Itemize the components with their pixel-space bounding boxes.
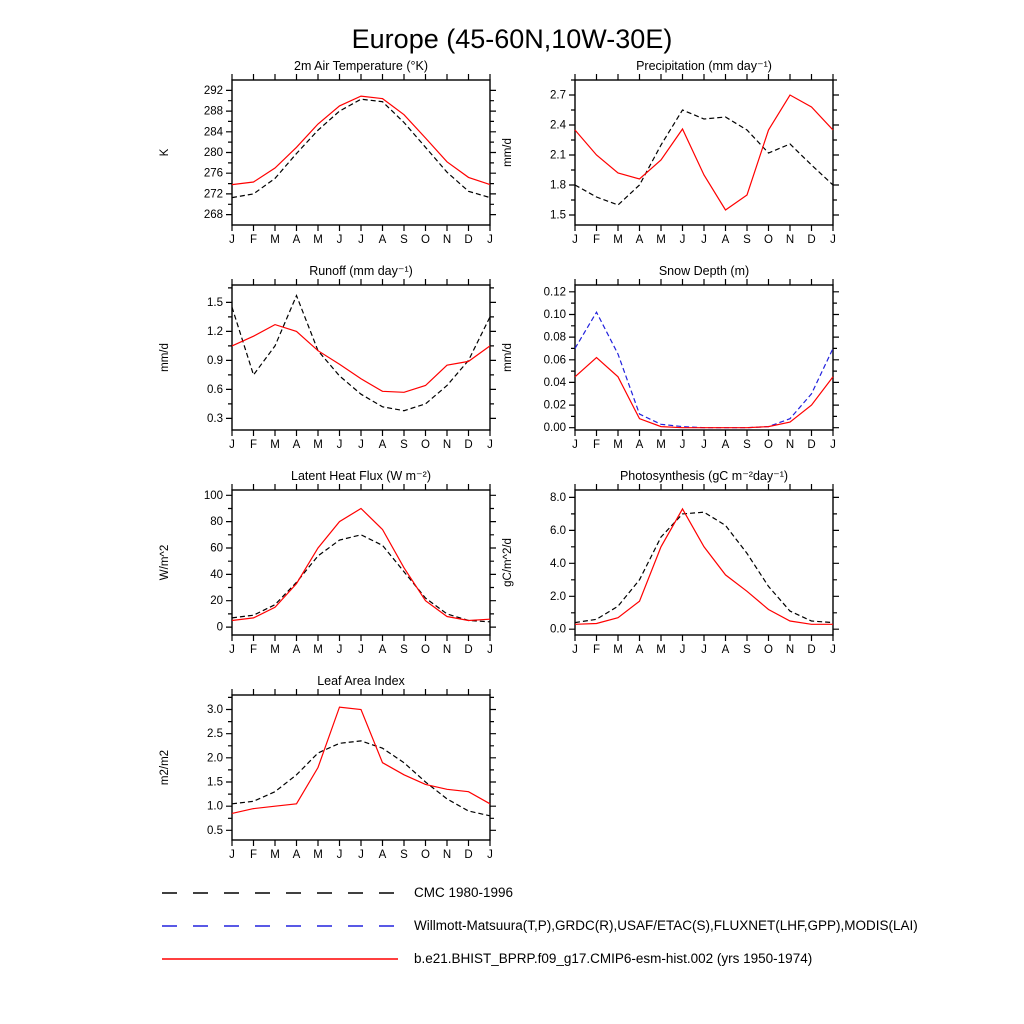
series-model-line — [232, 325, 490, 393]
series-obs-line — [575, 312, 833, 428]
x-tick-label: J — [336, 234, 343, 246]
chart-title: Precipitation (mm day⁻¹) — [636, 59, 772, 73]
x-tick-label: J — [572, 644, 578, 656]
x-tick-label: D — [807, 234, 816, 246]
plot-box — [232, 490, 490, 635]
chart-2m-air-temperature-k — [154, 54, 499, 256]
y-tick-label: 100 — [203, 489, 223, 502]
series-obs-line — [575, 512, 833, 622]
chart-title: Leaf Area Index — [317, 674, 405, 688]
y-tick-label: 2.5 — [207, 728, 223, 741]
y-tick-label: 2.4 — [550, 119, 566, 132]
legend-label: b.e21.BHIST_BPRP.f09_g17.CMIP6-esm-hist.002 (yrs 1950-1974) — [414, 951, 813, 966]
x-tick-label: O — [421, 439, 430, 451]
x-tick-label: D — [464, 849, 473, 861]
x-tick-label: A — [635, 644, 644, 656]
y-tick-label: 2.0 — [207, 752, 223, 765]
legend-label: CMC 1980-1996 — [414, 885, 514, 900]
y-tick-label: 1.8 — [550, 179, 566, 192]
x-tick-label: A — [378, 439, 387, 451]
x-tick-label: O — [764, 644, 773, 656]
x-tick-label: J — [830, 234, 836, 246]
x-tick-label: A — [378, 644, 387, 656]
axis-ticks — [226, 484, 496, 641]
x-tick-label: M — [313, 439, 323, 451]
y-axis-label: m2/m2 — [159, 749, 171, 786]
y-tick-label: 1.5 — [207, 296, 223, 309]
x-tick-label: F — [249, 439, 258, 451]
x-tick-label: D — [464, 234, 473, 246]
x-tick-label: J — [229, 234, 235, 246]
y-tick-label: 6.0 — [550, 524, 566, 537]
x-tick-label: N — [785, 234, 795, 246]
x-tick-label: A — [635, 439, 644, 451]
y-tick-label: 0.10 — [543, 309, 566, 321]
x-tick-label: A — [721, 234, 730, 246]
x-tick-label: F — [249, 849, 258, 861]
series-obs-line — [232, 741, 490, 816]
y-tick-label: 1.5 — [550, 209, 566, 222]
x-tick-label: J — [679, 234, 686, 246]
y-tick-label: 8.0 — [550, 491, 566, 504]
y-tick-label: 0.6 — [207, 383, 223, 396]
x-tick-label: M — [270, 644, 280, 656]
series-model-line — [575, 358, 833, 428]
x-tick-label: J — [229, 849, 235, 861]
x-tick-label: A — [292, 439, 301, 451]
chart-svg — [497, 54, 842, 256]
y-tick-label: 0.08 — [543, 331, 566, 344]
y-tick-label: 1.2 — [207, 325, 223, 338]
x-tick-label: A — [635, 234, 644, 246]
y-tick-label: 0.04 — [543, 376, 566, 389]
x-tick-label: S — [743, 439, 751, 451]
y-tick-label: 1.0 — [207, 800, 223, 813]
y-tick-label: 0.3 — [207, 412, 223, 425]
x-tick-label: F — [592, 644, 601, 656]
y-axis-label: mm/d — [159, 343, 171, 372]
chart-svg — [154, 54, 499, 256]
x-tick-label: J — [487, 849, 493, 861]
chart-leaf-area-index — [154, 669, 499, 871]
chart-svg — [497, 464, 842, 666]
series-model-line — [575, 509, 833, 624]
x-tick-label: J — [487, 439, 493, 451]
y-tick-label: 20 — [210, 595, 223, 608]
x-tick-label: M — [270, 849, 280, 861]
plot-box — [232, 285, 490, 430]
x-tick-label: F — [592, 234, 601, 246]
y-tick-label: 40 — [210, 568, 223, 581]
x-tick-label: J — [229, 439, 235, 451]
figure-title: Europe (45-60N,10W-30E) — [351, 24, 673, 54]
chart-svg — [497, 259, 842, 461]
y-axis-label: K — [159, 148, 171, 157]
x-tick-label: M — [656, 234, 666, 246]
x-tick-label: J — [487, 234, 493, 246]
y-tick-label: 268 — [203, 209, 223, 222]
y-axis-label: mm/d — [502, 138, 514, 167]
x-tick-label: S — [400, 439, 408, 451]
x-tick-label: A — [292, 234, 301, 246]
y-tick-label: 2.0 — [550, 590, 566, 603]
axis-ticks — [569, 279, 839, 436]
x-tick-label: M — [613, 644, 623, 656]
chart-svg — [154, 464, 499, 666]
chart-title: Photosynthesis (gC m⁻²day⁻¹) — [619, 469, 789, 483]
series-model-line — [232, 707, 490, 813]
y-tick-label: 0.00 — [543, 422, 566, 435]
x-tick-label: S — [400, 644, 408, 656]
y-tick-label: 0.02 — [543, 399, 566, 412]
chart-photosynthesis-gc-m-day — [497, 464, 842, 666]
plot-box — [232, 695, 490, 840]
chart-title: Latent Heat Flux (W m⁻²) — [291, 469, 431, 483]
y-tick-label: 0 — [216, 621, 223, 634]
series-obs-line — [232, 296, 490, 411]
y-tick-label: 0.5 — [207, 824, 223, 837]
y-tick-label: 280 — [203, 147, 223, 159]
x-tick-label: M — [270, 234, 280, 246]
x-tick-label: J — [336, 644, 343, 656]
x-tick-label: D — [807, 644, 816, 656]
x-tick-label: M — [270, 439, 280, 451]
x-tick-label: M — [613, 439, 623, 451]
chart-svg — [154, 669, 499, 871]
x-tick-label: O — [421, 849, 430, 861]
series-obs-line — [232, 535, 490, 622]
y-tick-label: 292 — [203, 84, 223, 97]
x-tick-label: O — [421, 234, 430, 246]
x-tick-label: O — [764, 439, 773, 451]
x-tick-label: D — [464, 644, 473, 656]
y-tick-label: 284 — [203, 126, 223, 139]
x-tick-label: J — [358, 849, 364, 861]
x-tick-label: A — [721, 439, 730, 451]
legend-row-0 — [160, 876, 918, 909]
x-tick-label: M — [656, 644, 666, 656]
x-tick-label: F — [249, 644, 258, 656]
y-tick-label: 2.7 — [550, 89, 566, 102]
x-tick-label: M — [313, 849, 323, 861]
x-tick-label: J — [229, 644, 235, 656]
x-tick-label: J — [679, 644, 686, 656]
plot-box — [575, 285, 833, 430]
x-tick-label: J — [701, 234, 707, 246]
y-tick-label: 0.12 — [543, 286, 566, 299]
x-tick-label: A — [292, 644, 301, 656]
legend-row-2 — [160, 942, 918, 975]
y-axis-label: gC/m^2/d — [502, 538, 514, 587]
chart-title: 2m Air Temperature (°K) — [294, 59, 428, 73]
x-tick-label: A — [378, 234, 387, 246]
axis-ticks — [226, 74, 496, 231]
x-tick-label: J — [572, 439, 578, 451]
x-tick-label: M — [313, 234, 323, 246]
x-tick-label: J — [830, 439, 836, 451]
y-tick-label: 288 — [203, 105, 223, 118]
x-tick-label: M — [313, 644, 323, 656]
y-tick-label: 60 — [210, 542, 223, 555]
x-tick-label: S — [743, 644, 751, 656]
axis-ticks — [569, 484, 839, 641]
chart-snow-depth-m — [497, 259, 842, 461]
y-axis-label: W/m^2 — [159, 544, 171, 581]
y-tick-label: 2.1 — [550, 149, 566, 162]
chart-title: Snow Depth (m) — [658, 264, 750, 278]
x-tick-label: J — [830, 644, 836, 656]
x-tick-label: N — [785, 644, 795, 656]
y-axis-label: mm/d — [502, 343, 514, 372]
legend-row-1 — [160, 909, 918, 942]
x-tick-label: J — [572, 234, 578, 246]
chart-precipitation-mm-day — [497, 54, 842, 256]
x-tick-label: S — [400, 234, 408, 246]
chart-runoff-mm-day — [154, 259, 499, 461]
x-tick-label: S — [743, 234, 751, 246]
series-model-line — [232, 96, 490, 185]
chart-title: Runoff (mm day⁻¹) — [309, 264, 413, 278]
x-tick-label: O — [421, 644, 430, 656]
x-tick-label: A — [378, 849, 387, 861]
y-tick-label: 3.0 — [207, 704, 223, 716]
x-tick-label: N — [785, 439, 795, 451]
x-tick-label: N — [442, 644, 452, 656]
y-tick-label: 0.0 — [550, 623, 566, 636]
x-tick-label: J — [358, 234, 364, 246]
x-tick-label: J — [336, 439, 343, 451]
x-tick-label: F — [249, 234, 258, 246]
x-tick-label: F — [592, 439, 601, 451]
x-tick-label: N — [442, 439, 452, 451]
x-tick-label: N — [442, 234, 452, 246]
series-model-line — [232, 509, 490, 621]
y-tick-label: 1.5 — [207, 776, 223, 789]
y-tick-label: 276 — [203, 167, 223, 180]
x-tick-label: A — [292, 849, 301, 861]
x-tick-label: J — [336, 849, 343, 861]
x-tick-label: N — [442, 849, 452, 861]
y-tick-label: 272 — [203, 188, 223, 201]
x-tick-label: J — [701, 439, 707, 451]
plot-box — [232, 80, 490, 225]
x-tick-label: M — [656, 439, 666, 451]
x-tick-label: J — [358, 644, 364, 656]
y-tick-label: 4.0 — [550, 557, 566, 570]
x-tick-label: J — [701, 644, 707, 656]
x-tick-label: M — [613, 234, 623, 246]
y-tick-label: 0.9 — [207, 354, 223, 367]
x-tick-label: D — [807, 439, 816, 451]
legend — [160, 876, 918, 975]
series-model-line — [575, 95, 833, 210]
legend-line-icon — [160, 918, 400, 934]
legend-line-icon — [160, 885, 400, 901]
y-tick-label: 0.06 — [543, 354, 566, 367]
plot-box — [575, 490, 833, 635]
x-tick-label: J — [679, 439, 686, 451]
x-tick-label: O — [764, 234, 773, 246]
chart-svg — [154, 259, 499, 461]
x-tick-label: A — [721, 644, 730, 656]
legend-line-icon — [160, 951, 400, 967]
x-tick-label: J — [358, 439, 364, 451]
x-tick-label: J — [487, 644, 493, 656]
series-obs-line — [232, 99, 490, 197]
series-obs-line — [575, 110, 833, 205]
axis-ticks — [226, 689, 496, 846]
x-tick-label: S — [400, 849, 408, 861]
chart-latent-heat-flux-w-m — [154, 464, 499, 666]
y-tick-label: 80 — [210, 516, 223, 529]
x-tick-label: D — [464, 439, 473, 451]
legend-label: Willmott-Matsuura(T,P),GRDC(R),USAF/ETAC(S),FLUXNET(LHF,GPP),MODIS(LAI) — [414, 918, 918, 933]
